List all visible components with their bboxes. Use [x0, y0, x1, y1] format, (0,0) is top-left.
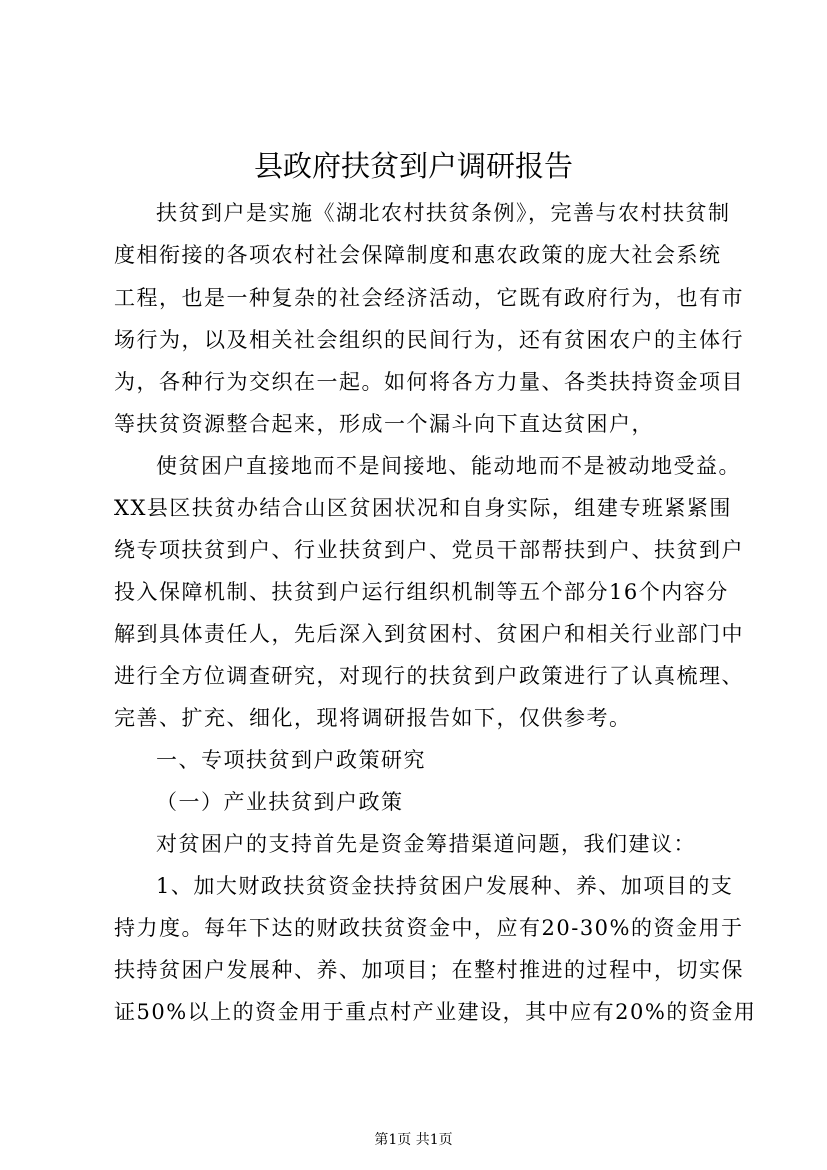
body-line: 1、加大财政扶贫资金扶持贫困户发展种、养、加项目的支 [156, 874, 734, 898]
body-line: 扶贫到户是实施《湖北农村扶贫条例》，完善与农村扶贫制 [156, 201, 731, 225]
body-line: 绕专项扶贫到户、行业扶贫到户、党员干部帮扶到户、扶贫到户 [114, 538, 744, 562]
body-line: 场行为，以及相关社会组织的民间行为，还有贫困农户的主体行 [114, 328, 744, 352]
subsection-heading: （一）产业扶贫到户政策 [156, 790, 404, 814]
body-line: 解到具体责任人，先后深入到贫困村、贫困户和相关行业部门中 [114, 622, 744, 646]
body-line: 持力度。每年下达的财政扶贫资金中，应有20-30%的资金用于 [114, 916, 744, 940]
body-line: 完善、扩充、细化，现将调研报告如下，仅供参考。 [114, 706, 632, 730]
body-line: 等扶贫资源整合起来，形成一个漏斗向下直达贫困户， [114, 412, 654, 436]
body-line: 扶持贫困户发展种、养、加项目；在整村推进的过程中，切实保 [114, 958, 744, 982]
document-title: 县政府扶贫到户调研报告 [253, 149, 573, 183]
body-line: 为，各种行为交织在一起。如何将各方力量、各类扶持资金项目 [114, 370, 744, 394]
section-heading: 一、专项扶贫到户政策研究 [156, 748, 426, 772]
page-number-footer: 第1页 共1页 [374, 1132, 453, 1148]
body-line: 度相衔接的各项农村社会保障制度和惠农政策的庞大社会系统 [114, 243, 722, 267]
body-line: 投入保障机制、扶贫到户运行组织机制等五个部分16个内容分 [114, 580, 729, 604]
body-line: 使贫困户直接地而不是间接地、能动地而不是被动地受益。 [156, 454, 741, 478]
body-line: 工程，也是一种复杂的社会经济活动，它既有政府行为，也有市 [114, 286, 744, 310]
body-line: 对贫困户的支持首先是资金筹措渠道问题，我们建议： [156, 832, 696, 856]
body-line: 进行全方位调查研究，对现行的扶贫到户政策进行了认真梳理、 [114, 664, 744, 688]
body-line: XX县区扶贫办结合山区贫困状况和自身实际，组建专班紧紧围 [114, 496, 732, 520]
body-line: 证50%以上的资金用于重点村产业建设，其中应有20%的资金用 [114, 1000, 757, 1024]
